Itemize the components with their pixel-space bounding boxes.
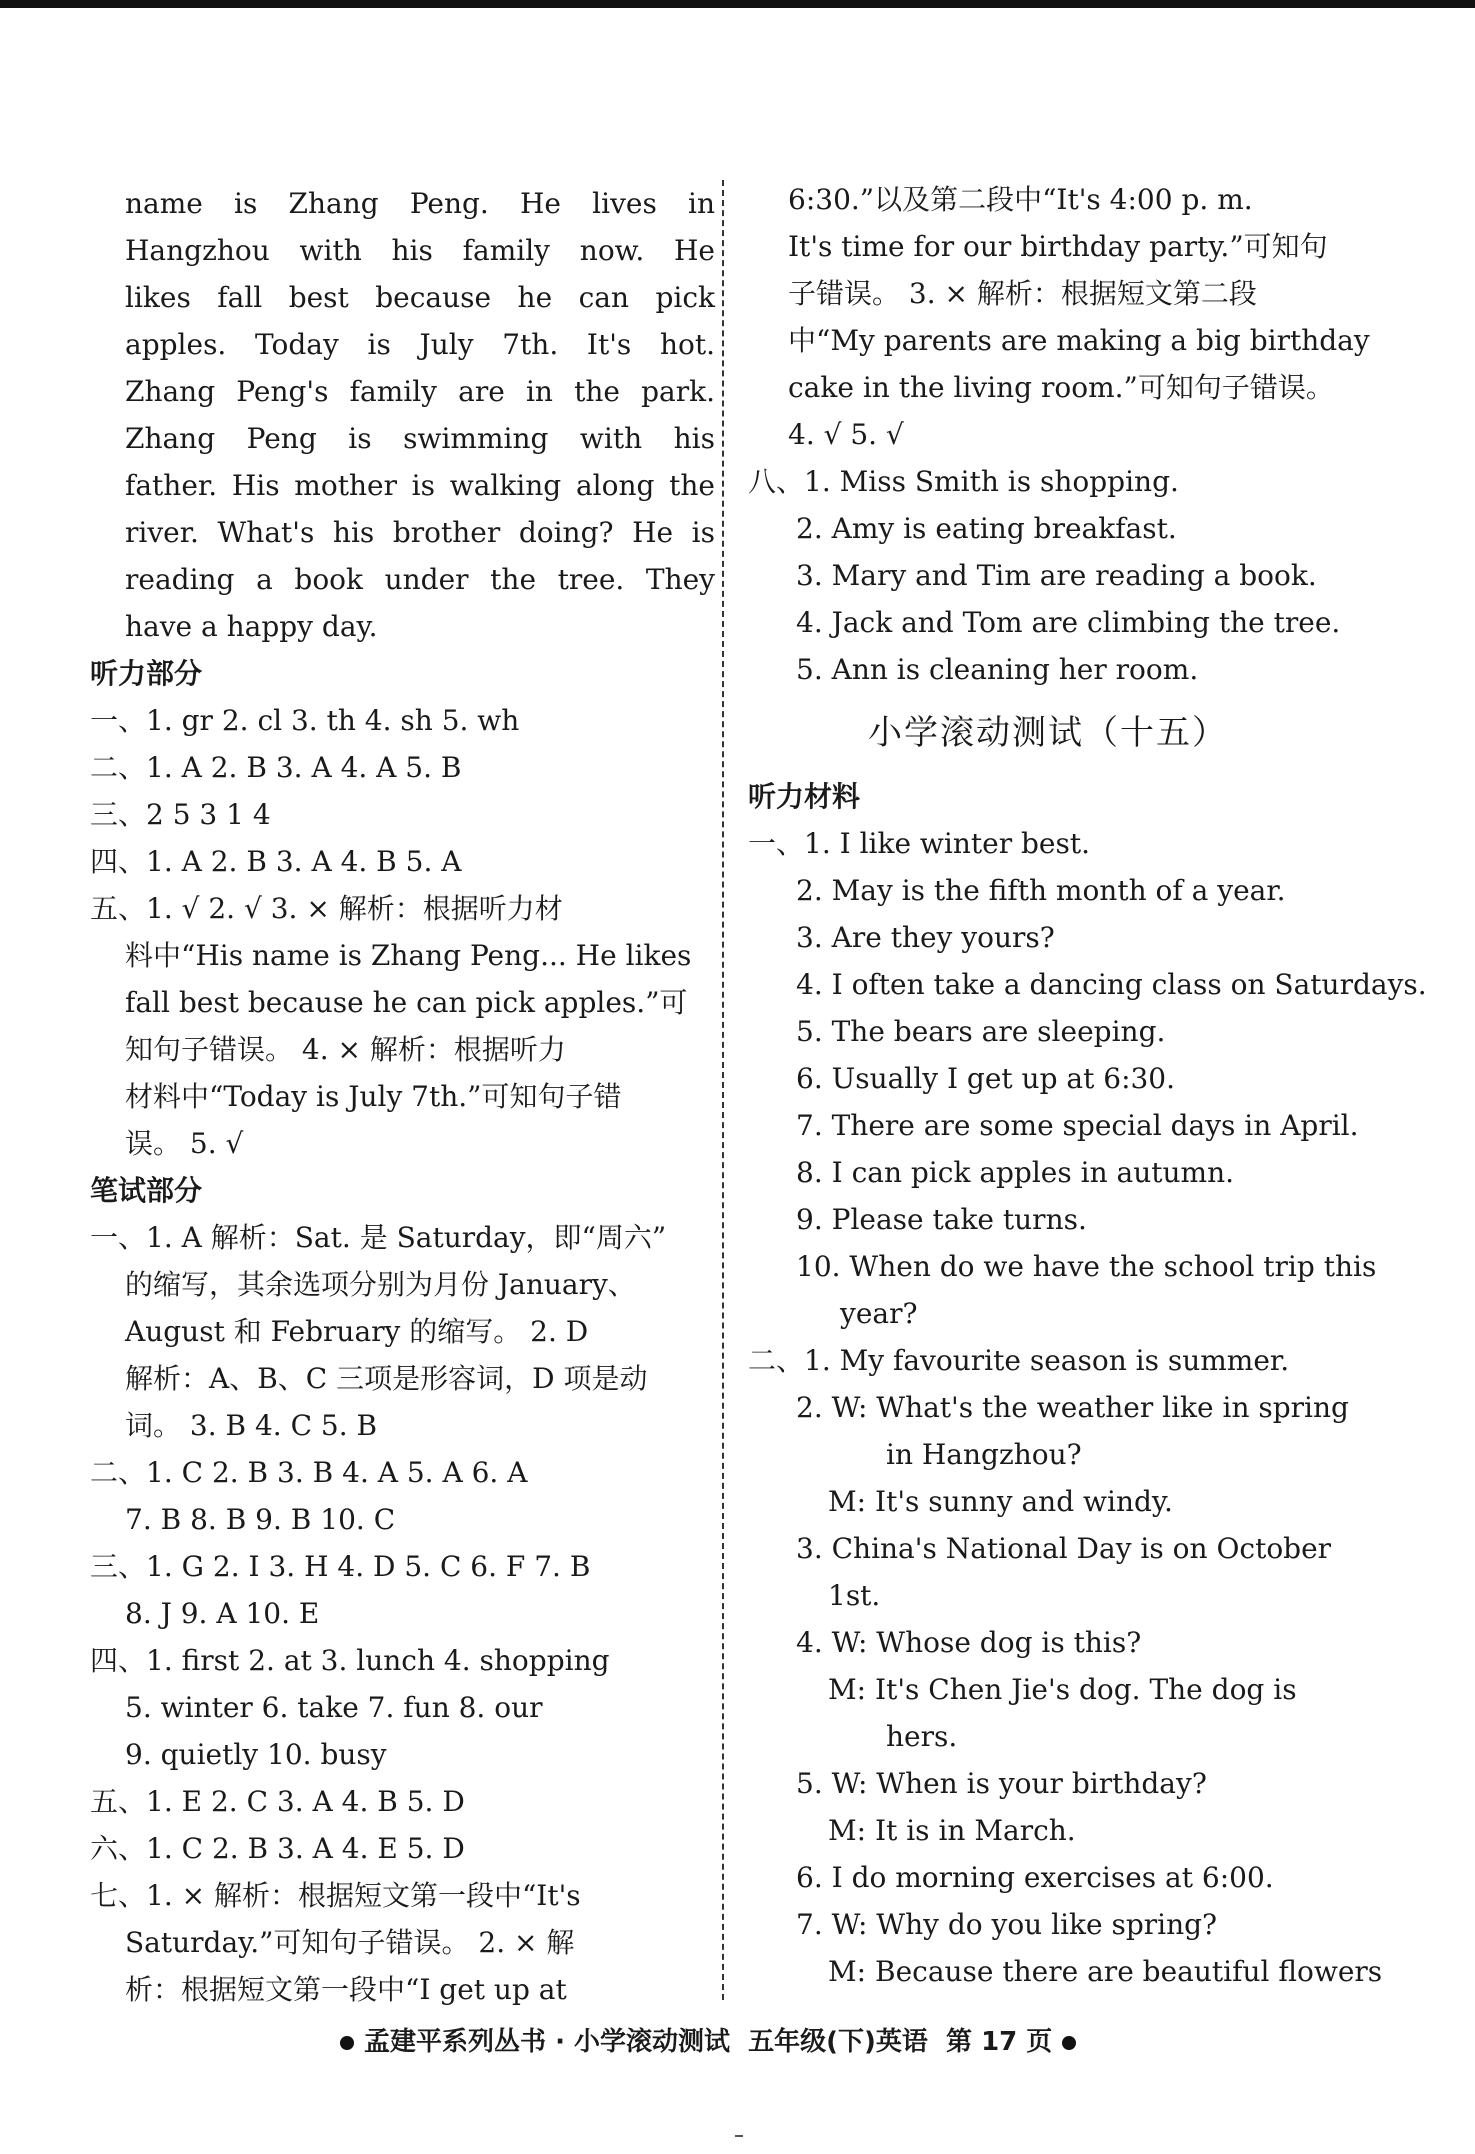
answer-line: 四、1. A 2. B 3. A 4. B 5. A bbox=[90, 845, 462, 878]
answer-line: 二、1. C 2. B 3. B 4. A 5. A 6. A bbox=[90, 1456, 528, 1489]
answer-line: 三、1. G 2. I 3. H 4. D 5. C 6. F 7. B bbox=[90, 1550, 591, 1583]
top-border bbox=[0, 0, 1475, 8]
footer-book: 小学滚动测试 bbox=[574, 2027, 731, 2057]
material-section-title: 听力材料 bbox=[748, 780, 861, 813]
passage-line: reading a book under the tree. They bbox=[125, 563, 715, 596]
script-line: M: It's sunny and windy. bbox=[828, 1485, 1173, 1518]
answer-line: 一、1. gr 2. cl 3. th 4. sh 5. wh bbox=[90, 704, 520, 737]
script-line: 7. There are some special days in April. bbox=[796, 1109, 1359, 1142]
answer-line: 五、1. E 2. C 3. A 4. B 5. D bbox=[90, 1785, 465, 1818]
script-line: 9. Please take turns. bbox=[796, 1203, 1087, 1236]
answer-line: 材料中“Today is July 7th.”可知句子错 bbox=[125, 1080, 622, 1113]
column-divider bbox=[722, 180, 724, 2000]
answer-line: 解析：A、B、C 三项是形容词，D 项是动 bbox=[125, 1362, 648, 1395]
answer-line: 七、1. × 解析：根据短文第一段中“It's bbox=[90, 1879, 581, 1912]
footer-grade-subject: 五年级(下)英语 bbox=[748, 2027, 928, 2057]
script-line: 2. May is the fifth month of a year. bbox=[796, 874, 1286, 907]
answer-line: 5. Ann is cleaning her room. bbox=[796, 653, 1199, 686]
script-line: 8. I can pick apples in autumn. bbox=[796, 1156, 1235, 1189]
test-heading: 小学滚动测试（十五） bbox=[868, 713, 1228, 753]
passage-line: Zhang Peng's family are in the park. bbox=[125, 375, 715, 408]
answer-line: 子错误。 3. × 解析：根据短文第二段 bbox=[788, 277, 1257, 310]
answer-line: 一、1. A 解析：Sat. 是 Saturday，即“周六” bbox=[90, 1221, 667, 1254]
passage-line: Zhang Peng is swimming with his bbox=[125, 422, 715, 455]
answer-line: fall best because he can pick apples.”可 bbox=[125, 986, 688, 1019]
passage-line: have a happy day. bbox=[125, 610, 378, 643]
answer-line: 料中“His name is Zhang Peng... He likes bbox=[125, 939, 692, 972]
script-line: 4. I often take a dancing class on Saturdays. bbox=[796, 968, 1427, 1001]
answer-line: 三、2 5 3 1 4 bbox=[90, 798, 271, 831]
answer-line: 中“My parents are making a big birthday bbox=[788, 324, 1370, 357]
answer-line: cake in the living room.”可知句子错误。 bbox=[788, 371, 1334, 404]
answer-line: 析：根据短文第一段中“I get up at bbox=[125, 1973, 567, 2006]
answer-line: 六、1. C 2. B 3. A 4. E 5. D bbox=[90, 1832, 465, 1865]
passage-line: apples. Today is July 7th. It's hot. bbox=[125, 328, 715, 361]
answer-line: August 和 February 的缩写。 2. D bbox=[125, 1315, 589, 1348]
script-line: 10. When do we have the school trip this bbox=[796, 1250, 1377, 1283]
answer-line: 4. Jack and Tom are climbing the tree. bbox=[796, 606, 1341, 639]
script-line: 7. W: Why do you like spring? bbox=[796, 1908, 1218, 1941]
answer-line: 的缩写，其余选项分别为月份 January、 bbox=[125, 1268, 636, 1301]
passage-line: river. What's his brother doing? He is bbox=[125, 516, 715, 549]
script-line: 1st. bbox=[828, 1579, 881, 1612]
page-number: 第 17 页 bbox=[946, 2027, 1053, 2057]
bottom-mark bbox=[735, 2135, 743, 2137]
passage-line: likes fall best because he can pick bbox=[125, 281, 715, 314]
script-line: in Hangzhou? bbox=[886, 1438, 1082, 1471]
answer-line: 五、1. √ 2. √ 3. × 解析：根据听力材 bbox=[90, 892, 563, 925]
answer-line: 2. Amy is eating breakfast. bbox=[796, 512, 1177, 545]
answer-line: 二、1. A 2. B 3. A 4. A 5. B bbox=[90, 751, 462, 784]
answer-line: 词。 3. B 4. C 5. B bbox=[125, 1409, 378, 1442]
script-line: M: It's Chen Jie's dog. The dog is bbox=[828, 1673, 1297, 1706]
passage-line: father. His mother is walking along the bbox=[125, 469, 715, 502]
script-line: 4. W: Whose dog is this? bbox=[796, 1626, 1142, 1659]
answer-line: 7. B 8. B 9. B 10. C bbox=[125, 1503, 396, 1536]
script-line: 2. W: What's the weather like in spring bbox=[796, 1391, 1349, 1424]
answer-line: 6:30.”以及第二段中“It's 4:00 p. m. bbox=[788, 183, 1253, 216]
bullet-icon bbox=[1062, 2036, 1076, 2050]
script-line: 二、1. My favourite season is summer. bbox=[748, 1344, 1290, 1377]
listening-section-title: 听力部分 bbox=[90, 657, 203, 690]
script-line: 5. The bears are sleeping. bbox=[796, 1015, 1166, 1048]
footer-spacer bbox=[730, 2027, 748, 2057]
bullet-icon bbox=[340, 2036, 354, 2050]
answer-line: 知句子错误。 4. × 解析：根据听力 bbox=[125, 1033, 566, 1066]
answer-line: 9. quietly 10. busy bbox=[125, 1738, 387, 1771]
answer-line: 四、1. first 2. at 3. lunch 4. shopping bbox=[90, 1644, 610, 1677]
answer-line: 3. Mary and Tim are reading a book. bbox=[796, 559, 1317, 592]
page-footer bbox=[330, 2022, 1150, 2062]
answer-line: 5. winter 6. take 7. fun 8. our bbox=[125, 1691, 543, 1724]
right-column bbox=[748, 176, 1427, 1995]
passage-line: name is Zhang Peng. He lives in bbox=[125, 187, 715, 220]
script-line: 一、1. I like winter best. bbox=[748, 827, 1091, 860]
script-line: 3. Are they yours? bbox=[796, 921, 1055, 954]
script-line: M: It is in March. bbox=[828, 1814, 1076, 1847]
script-line: year? bbox=[840, 1297, 918, 1330]
script-line: 3. China's National Day is on October bbox=[796, 1532, 1332, 1565]
footer-spacer bbox=[928, 2027, 946, 2057]
script-line: hers. bbox=[886, 1720, 958, 1753]
footer-separator: · bbox=[546, 2027, 574, 2057]
answer-line: 8. J 9. A 10. E bbox=[125, 1597, 320, 1630]
answer-line: Saturday.”可知句子错误。 2. × 解 bbox=[125, 1926, 575, 1959]
passage-line: Hangzhou with his family now. He bbox=[125, 234, 715, 267]
left-column bbox=[90, 180, 715, 2013]
answer-line: It's time for our birthday party.”可知句 bbox=[788, 230, 1328, 263]
written-section-title: 笔试部分 bbox=[90, 1174, 203, 1207]
script-line: 6. I do morning exercises at 6:00. bbox=[796, 1861, 1274, 1894]
script-line: M: Because there are beautiful flowers bbox=[828, 1955, 1383, 1988]
script-line: 5. W: When is your birthday? bbox=[796, 1767, 1207, 1800]
answer-line: 4. √ 5. √ bbox=[788, 418, 904, 451]
footer-series: 孟建平系列丛书 bbox=[364, 2027, 547, 2057]
answer-line: 误。 5. √ bbox=[125, 1127, 244, 1160]
answer-line: 八、1. Miss Smith is shopping. bbox=[748, 465, 1179, 498]
script-line: 6. Usually I get up at 6:30. bbox=[796, 1062, 1176, 1095]
